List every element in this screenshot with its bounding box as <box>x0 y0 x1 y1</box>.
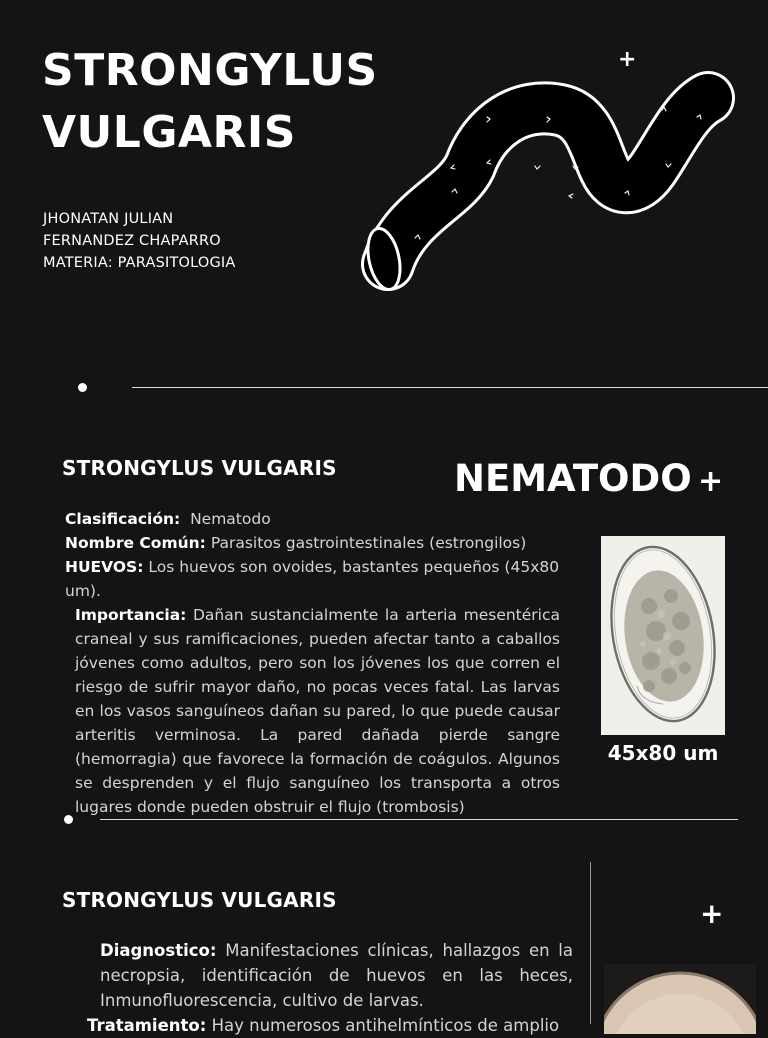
section-heading: STRONGYLUS VULGARIS <box>62 888 337 912</box>
importance-paragraph <box>43 603 560 819</box>
section-heading: STRONGYLUS VULGARIS <box>62 456 337 480</box>
diagnosis-value: Manifestaciones clínicas, hallazgos en la necropsia, identificación de huevos en las heces, Inmunofluorescencia, cultivo de larvas. <box>100 941 574 1010</box>
common-name-value: Parasitos gastrointestinales (estrongilos) <box>210 534 527 552</box>
common-name-label: Nombre Común: <box>65 534 206 552</box>
egg-micrograph-image <box>601 536 725 735</box>
eggs-row <box>43 555 560 603</box>
page-title-line-2: VULGARIS <box>42 107 296 158</box>
page-title <box>42 40 378 164</box>
classification-tag: NEMATODO <box>454 457 692 500</box>
classification-value: Nematodo <box>190 510 271 528</box>
author-block <box>43 208 236 274</box>
subject-line: MATERIA: PARASITOLOGIA <box>43 255 236 271</box>
description-text <box>43 507 560 819</box>
plus-icon: + <box>700 897 724 930</box>
section-divider <box>132 387 768 388</box>
classification-row <box>43 507 560 531</box>
worm-illustration-icon <box>360 70 735 300</box>
diagnosis-label: Diagnostico: <box>100 941 217 960</box>
divider-dot <box>64 815 73 824</box>
vertical-divider <box>590 862 591 1024</box>
common-name-row <box>43 531 560 555</box>
section-divider <box>100 819 738 820</box>
importance-label: Importancia: <box>75 606 187 624</box>
plus-icon: + <box>618 47 637 72</box>
importance-value: Dañan sustancialmente la arteria mesentérica craneal y sus ramificaciones, pueden afectar tanto a caballos jóvenes como adultos, pero son los jóvenes los que corren el riesgo de sufrir mayor daño, no pocas veces fatal. Las larvas en los vasos sanguíneos dañan su pared, lo que puede causar arteritis verminosa. La pared dañada pierde sangre (hemorragia) que favorece la formación de coágulos. Algunos se desprenden y el flujo sanguíneo los transporta a otros lugares donde pueden obstruir el flujo (trombosis) <box>75 606 560 816</box>
author-name-line-2: FERNANDEZ CHAPARRO <box>43 233 221 249</box>
plus-icon: + <box>698 464 724 499</box>
egg-size-caption: 45x80 um <box>607 741 719 765</box>
treatment-label: Tratamiento: <box>87 1016 207 1035</box>
diagnosis-paragraph <box>43 938 573 1013</box>
divider-dot <box>78 383 87 392</box>
page-title-line-1: STRONGYLUS <box>42 45 378 96</box>
author-name-line-1: JHONATAN JULIAN <box>43 211 174 227</box>
eggs-value: Los huevos son ovoides, bastantes pequeños (45x80 um). <box>65 558 560 600</box>
diagnosis-text <box>43 938 573 1038</box>
treatment-paragraph <box>43 1013 573 1038</box>
treatment-value: Hay numerosos antihelmínticos de amplio <box>211 1016 560 1035</box>
classification-label: Clasificación: <box>65 510 181 528</box>
eggs-label: HUEVOS: <box>65 558 144 576</box>
